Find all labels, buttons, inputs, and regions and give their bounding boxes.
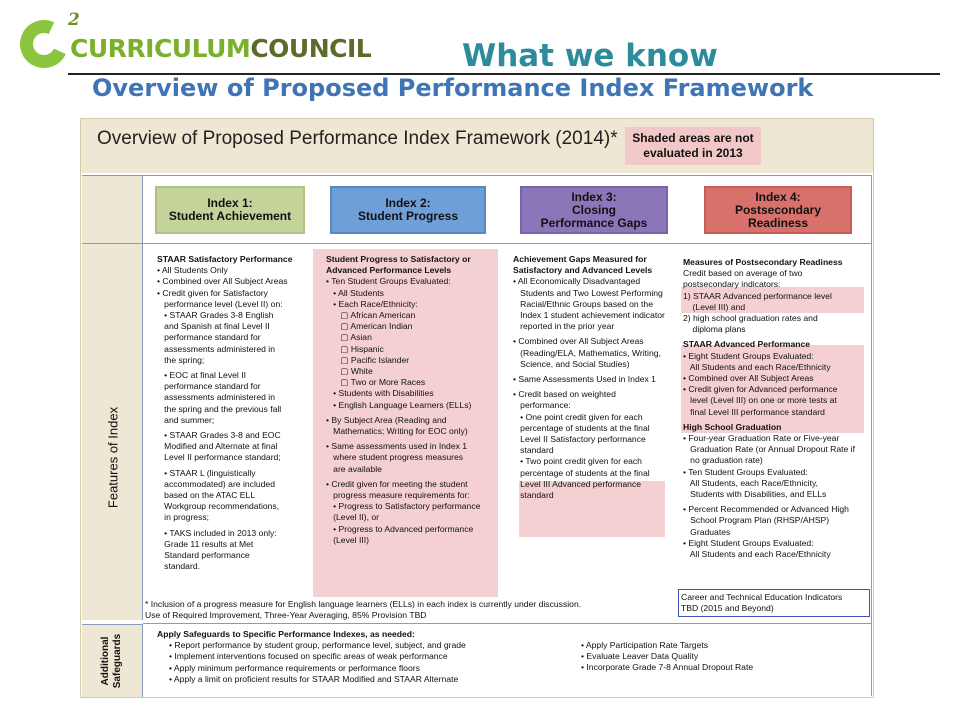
feature-line: percentage of students at the final <box>513 422 650 433</box>
feature-line: • Combined over All Subject Areas <box>513 336 644 347</box>
feature-line: • Apply a limit on proficient results for STAAR Modified and STAAR Alternate <box>169 673 459 684</box>
feature-line: standard <box>513 490 554 501</box>
feature-line: standard <box>513 445 554 456</box>
feature-line: • Apply minimum performance requirements or performance floors <box>169 662 420 673</box>
feature-line: are available <box>326 463 382 474</box>
feature-line: • Each Race/Ethnicity: <box>326 298 418 309</box>
feature-line: • Progress to Satisfactory performance <box>326 501 481 512</box>
feature-line: Satisfactory and Advanced Levels <box>513 265 653 276</box>
feature-line: and Spanish at final Level II <box>157 321 270 332</box>
feature-line: Level II Satisfactory performance <box>513 434 646 445</box>
safeguards-list-right <box>581 640 753 674</box>
feature-line: ▢ Two or More Races <box>326 377 426 388</box>
feature-line: • Eight Student Groups Evaluated: <box>683 537 814 548</box>
feature-line: • By Subject Area (Reading and <box>326 414 447 425</box>
feature-line: • Evaluate Leaver Data Quality <box>581 651 699 662</box>
feature-line: Standard performance <box>157 550 250 561</box>
feature-line: Mathematics; Writing for EOC only) <box>326 426 468 437</box>
feature-line: Workgroup recommendations, <box>157 501 280 512</box>
feature-line: • Eight Student Groups Evaluated: <box>683 350 814 361</box>
feature-line: percentage of students at the final <box>513 467 650 478</box>
feature-line: Science, and Social Studies) <box>513 358 630 369</box>
features-column <box>82 175 143 620</box>
feature-line: • Incorporate Grade 7-8 Annual Dropout Rate <box>581 662 754 673</box>
feature-line: Racial/Ethnic Groups based on the <box>513 298 653 309</box>
feature-line: assessments administered in <box>157 343 275 354</box>
feature-line: • Report performance by student group, performance level, subject, and grade <box>169 640 466 651</box>
feature-line: • Progress to Advanced performance <box>326 523 474 534</box>
features-of-index-label: Features of Index <box>105 406 121 509</box>
feature-line: • Combined over All Subject Areas <box>683 373 814 384</box>
feature-line: • Credit based on weighted <box>513 389 616 400</box>
feature-line: Student Progress to Satisfactory or <box>326 254 471 264</box>
feature-line: Credit based on average of two <box>683 268 803 279</box>
feature-line: • One point credit given for each <box>513 411 643 422</box>
index-1-features <box>157 254 292 572</box>
footnote: * Inclusion of a progress measure for English language learners (ELLs) in each index is currently under discussion. Use of Required Improvement, Three-Year Averaging, 85% Provision TBD <box>145 599 582 621</box>
safeguards-list: Apply Safeguards to Specific Performance Indexes, as needed: • Report performance by student group, performance level, subject, and grade • Implement interventions focused on specific areas of weak performance • Apply minimum performance requirements or performance floors • Apply a limit on proficient results for STAAR Modified and STAAR Alternate <box>157 629 466 684</box>
feature-line: the spring and the previous fall <box>157 403 282 414</box>
feature-line: postsecondary indicators: <box>683 279 781 290</box>
feature-line: Index 1 student achievement indicator <box>513 310 665 321</box>
index-3-header: Index 3: Closing Performance Gaps <box>520 186 668 234</box>
feature-line: (Level III) and <box>683 301 746 312</box>
framework-header <box>81 119 873 173</box>
feature-line: • Percent Recommended or Advanced High <box>683 504 849 515</box>
feature-line: • Implement interventions focused on specific areas of weak performance <box>169 651 448 662</box>
feature-line: • EOC at final Level II <box>157 370 246 381</box>
feature-line: reported in the prior year <box>513 321 615 332</box>
section-title: What we know <box>462 38 718 74</box>
index-2-features <box>326 254 480 546</box>
feature-line: STAAR Advanced Performance <box>683 339 811 350</box>
feature-line: • STAAR Grades 3-8 and EOC <box>157 430 281 441</box>
career-technical-box: Career and Technical Education Indicators TBD (2015 and Beyond) <box>678 589 870 617</box>
feature-line: ▢ White <box>326 366 373 377</box>
feature-line: final Level III performance standard <box>683 406 825 417</box>
feature-line: High School Graduation <box>683 421 782 432</box>
feature-line: • Credit given for Satisfactory <box>157 287 268 298</box>
feature-line: • Ten Student Groups Evaluated: <box>326 276 451 287</box>
feature-line: (Level III) <box>326 534 369 545</box>
shaded-areas-note: Shaded areas are not evaluated in 2013 <box>625 127 761 165</box>
feature-line: ▢ Asian <box>326 332 372 343</box>
feature-line: performance level (Level II) on: <box>157 298 283 309</box>
feature-line: no graduation rate) <box>683 455 763 466</box>
index-4-header: Index 4: Postsecondary Readiness <box>704 186 852 234</box>
feature-line: performance: <box>513 400 571 411</box>
feature-line: 1) STAAR Advanced performance level <box>683 290 832 301</box>
grid-line <box>82 175 872 176</box>
logo-c-shape <box>13 13 75 75</box>
index-4-features <box>683 257 855 560</box>
feature-line: • Credit given for Advanced performance <box>683 384 838 395</box>
index-1-header: Index 1: Student Achievement <box>155 186 305 234</box>
feature-line: (Reading/ELA, Mathematics, Writing, <box>513 347 661 358</box>
feature-line: where student progress measures <box>326 452 464 463</box>
safeguards-column <box>82 624 143 697</box>
feature-line: Students with Disabilities, and ELLs <box>683 489 827 500</box>
logo-superscript: 2 <box>68 10 80 30</box>
feature-line: • Students with Disabilities <box>326 388 434 399</box>
index-2-header: Index 2: Student Progress <box>330 186 486 234</box>
feature-line: progress measure requirements for: <box>326 490 470 501</box>
feature-line: in progress; <box>157 512 210 523</box>
feature-line: • Combined over All Subject Areas <box>157 276 288 287</box>
additional-safeguards-label: Additional Safeguards <box>100 633 123 689</box>
feature-line: (Level II), or <box>326 512 380 523</box>
feature-line: Grade 11 results at Met <box>157 538 254 549</box>
framework-title: Overview of Proposed Performance Index Framework (2014)* <box>97 128 618 149</box>
curriculum-council-logo <box>20 10 372 82</box>
grid-line <box>82 243 872 244</box>
feature-line: the spring; <box>157 354 205 365</box>
feature-line: diploma plans <box>683 324 746 335</box>
feature-line: • STAAR L (linguistically <box>157 467 256 478</box>
feature-line: • All Students <box>326 287 384 298</box>
feature-line: • Same Assessments Used in Index 1 <box>513 374 656 385</box>
feature-line: ▢ African American <box>326 310 416 321</box>
framework-figure <box>80 118 874 698</box>
feature-line: and summer; <box>157 414 215 425</box>
feature-line: All Students, each Race/Ethnicity, <box>683 477 819 488</box>
feature-line: • All Students Only <box>157 265 228 276</box>
feature-line: Graduates <box>683 526 731 537</box>
feature-line: Modified and Alternate at final <box>157 441 278 452</box>
feature-line: • TAKS included in 2013 only: <box>157 527 277 538</box>
feature-line: STAAR Satisfactory Performance <box>157 254 293 264</box>
logo-wordmark: CURRICULUMCOUNCIL <box>70 34 372 63</box>
feature-line: Achievement Gaps Measured for <box>513 254 647 264</box>
feature-line: • English Language Learners (ELLs) <box>326 399 472 410</box>
feature-line: • Apply Participation Rate Targets <box>581 640 709 650</box>
feature-line: • Four-year Graduation Rate or Five-year <box>683 433 840 444</box>
feature-line: Level III Advanced performance <box>513 478 642 489</box>
feature-line: accommodated) are included <box>157 478 275 489</box>
feature-line: Level II performance standard; <box>157 452 281 463</box>
page-title: Overview of Proposed Performance Index Framework <box>92 74 814 102</box>
feature-line: • Same assessments used in Index 1 <box>326 441 468 452</box>
feature-line: Students and Two Lowest Performing <box>513 287 663 298</box>
feature-line: standard. <box>157 561 200 572</box>
feature-line: School Program Plan (RHSP/AHSP) <box>683 515 830 526</box>
grid-line <box>871 175 872 696</box>
feature-line: assessments administered in <box>157 392 275 403</box>
grid-line <box>143 623 872 624</box>
feature-line: performance standard for <box>157 381 261 392</box>
feature-line: based on the ATAC ELL <box>157 490 256 501</box>
feature-line: • Ten Student Groups Evaluated: <box>683 466 808 477</box>
index-3-features <box>513 254 665 501</box>
feature-line: level (Level III) on one or more tests at <box>683 395 837 406</box>
feature-line: ▢ American Indian <box>326 321 413 332</box>
feature-line: performance standard for <box>157 332 261 343</box>
feature-line: • Two point credit given for each <box>513 456 642 467</box>
feature-line: All Students and each Race/Ethnicity <box>683 361 831 372</box>
feature-line: Graduation Rate (or Annual Dropout Rate if <box>683 444 855 455</box>
feature-line: 2) high school graduation rates and <box>683 313 818 324</box>
feature-line: Measures of Postsecondary Readiness <box>683 257 843 267</box>
feature-line: • Credit given for meeting the student <box>326 478 468 489</box>
feature-line: ▢ Pacific Islander <box>326 354 410 365</box>
feature-line: ▢ Hispanic <box>326 343 384 354</box>
feature-line: All Students and each Race/Ethnicity <box>683 549 831 560</box>
feature-line: Advanced Performance Levels <box>326 265 452 276</box>
feature-line: • All Economically Disadvantaged <box>513 276 641 287</box>
feature-line: • STAAR Grades 3-8 English <box>157 310 274 321</box>
